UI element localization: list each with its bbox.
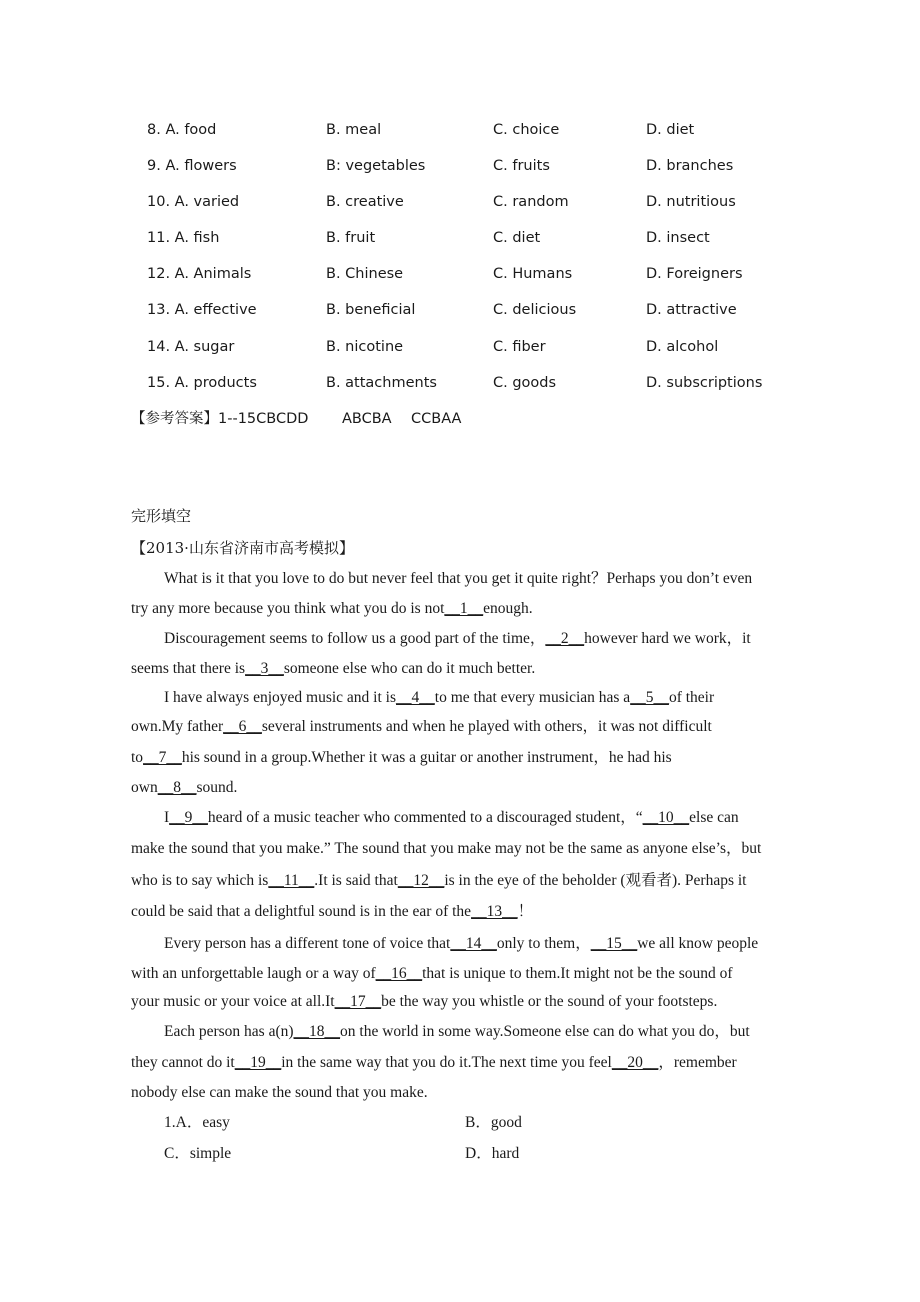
blank-4: __4__ xyxy=(396,689,435,706)
passage-line xyxy=(131,654,535,684)
option-row xyxy=(0,298,920,322)
passage-text: be the way you whistle or the sound of your footsteps. xyxy=(381,993,718,1010)
passage-text: on the world in some way.Someone else can do what you do，but xyxy=(340,1023,750,1040)
option-b: B. nicotine xyxy=(326,339,404,355)
option-d: D. diet xyxy=(646,122,695,138)
option-row xyxy=(0,262,920,286)
option-b: B. fruit xyxy=(326,230,376,246)
passage-text: I have always enjoyed music and it is xyxy=(164,689,397,706)
passage-text: to me that every musician has a xyxy=(434,689,631,706)
reference-answer xyxy=(131,407,531,431)
option-b: B. attachments xyxy=(326,375,437,391)
blank-10: __10__ xyxy=(642,809,690,826)
passage-text: try any more because you think what you do is not xyxy=(131,600,445,617)
blank-5: __5__ xyxy=(630,689,669,706)
passage-text: Every person has a different tone of voice that xyxy=(164,935,451,952)
option-row xyxy=(0,335,920,359)
passage-text: own.My father xyxy=(131,718,224,735)
question-1-row-2 xyxy=(0,1139,920,1169)
passage-line xyxy=(164,929,758,959)
passage-line xyxy=(164,803,739,833)
option-c: C. random xyxy=(493,194,569,210)
passage-text: What is it that you love to do but never feel that you get it quite right？Perhaps you don’t even xyxy=(164,570,753,587)
passage-text: your music or your voice at all.It xyxy=(131,993,335,1010)
option-d: D. nutritious xyxy=(646,194,736,210)
option-d: D. branches xyxy=(646,158,734,174)
question-1-row-1 xyxy=(0,1108,920,1138)
passage-text: could be said that a delightful sound is in the ear of the xyxy=(131,903,472,920)
passage-line xyxy=(131,712,712,742)
passage-text: that is unique to them.It might not be the sound of xyxy=(422,965,733,982)
answer-group-2: ABCBA xyxy=(342,411,392,427)
question-1-option-b: B．good xyxy=(465,1114,522,1131)
blank-19: __19__ xyxy=(234,1054,282,1071)
passage-line xyxy=(131,987,717,1017)
option-c: C. fruits xyxy=(493,158,550,174)
passage-line xyxy=(164,1017,750,1047)
option-a: 12. A. Animals xyxy=(147,266,252,282)
option-d: D. insect xyxy=(646,230,710,246)
question-1-option-d: D．hard xyxy=(465,1145,520,1162)
passage-line xyxy=(131,866,747,896)
blank-15: __15__ xyxy=(590,935,638,952)
blank-9: __9__ xyxy=(169,809,208,826)
blank-18: __18__ xyxy=(293,1023,341,1040)
blank-2: __2__ xyxy=(545,630,585,647)
passage-text: I xyxy=(164,809,170,826)
passage-text: own xyxy=(131,779,158,796)
blank-13: __13__ xyxy=(471,903,518,920)
option-b: B. Chinese xyxy=(326,266,404,282)
option-row xyxy=(0,118,920,142)
passage-text: we all know people xyxy=(637,935,759,952)
section-title: 完形填空 xyxy=(131,507,192,525)
option-a: 14. A. sugar xyxy=(147,339,235,355)
passage-line xyxy=(131,834,761,864)
option-row xyxy=(0,371,920,395)
passage-text: with an unforgettable laugh or a way of xyxy=(131,965,376,982)
question-1-option-a: 1.A．easy xyxy=(164,1114,230,1131)
blank-1: __1__ xyxy=(444,600,484,617)
option-a: 10. A. varied xyxy=(147,194,240,210)
blank-12: __12__ xyxy=(397,872,445,889)
passage-text: enough. xyxy=(483,600,533,617)
passage-text: else can xyxy=(689,809,739,826)
option-a: 11. A. fish xyxy=(147,230,220,246)
option-c: C. fiber xyxy=(493,339,546,355)
option-row xyxy=(0,154,920,178)
passage-text: Each person has a(n) xyxy=(164,1023,294,1040)
passage-line xyxy=(131,594,533,624)
passage-text: ！ xyxy=(517,903,534,920)
passage-line xyxy=(164,683,714,713)
blank-17: __17__ xyxy=(334,993,382,1010)
option-row xyxy=(0,190,920,214)
passage-text: to xyxy=(131,749,144,766)
passage-text: however hard we work，it xyxy=(584,630,751,647)
passage-text: is in the eye of the beholder (观看者). Perhaps it xyxy=(444,872,747,889)
passage-text: heard of a music teacher who commented to a discouraged student，“ xyxy=(207,809,643,826)
question-1-option-c: C．simple xyxy=(164,1145,232,1162)
passage-text: of their xyxy=(668,689,715,706)
option-a: 8. A. food xyxy=(147,122,217,138)
passage-line xyxy=(131,1048,737,1078)
blank-3: __3__ xyxy=(245,660,284,677)
passage-text: nobody else can make the sound that you make. xyxy=(131,1084,428,1101)
option-b: B. creative xyxy=(326,194,404,210)
blank-16: __16__ xyxy=(375,965,423,982)
blank-14: __14__ xyxy=(450,935,497,952)
blank-6: __6__ xyxy=(223,718,262,735)
passage-text: only to them， xyxy=(496,935,591,952)
passage-text: sound. xyxy=(196,779,238,796)
passage-line xyxy=(131,773,237,803)
option-c: C. Humans xyxy=(493,266,573,282)
passage-text: make the sound that you make.” The sound that you make may not be the same as anyone else’s，but xyxy=(131,840,762,857)
answer-group-3: CCBAA xyxy=(411,411,462,427)
option-d: D. Foreigners xyxy=(646,266,743,282)
passage-text: in the same way that you do it.The next time you feel xyxy=(281,1054,612,1071)
passage-line xyxy=(131,743,672,773)
passage-line xyxy=(164,564,752,594)
passage-text: .It is said that xyxy=(314,872,398,889)
option-d: D. subscriptions xyxy=(646,375,763,391)
passage-text: someone else who can do it much better. xyxy=(283,660,536,677)
passage-text: ，remember xyxy=(658,1054,737,1071)
source-title: 【2013·山东省济南市高考模拟】 xyxy=(131,539,354,557)
blank-11: __11__ xyxy=(268,872,315,889)
option-c: C. delicious xyxy=(493,302,577,318)
passage-text: who is to say which is xyxy=(131,872,269,889)
option-c: C. diet xyxy=(493,230,541,246)
option-c: C. choice xyxy=(493,122,560,138)
passage-line xyxy=(131,897,533,927)
passage-line xyxy=(131,959,733,989)
option-b: B. meal xyxy=(326,122,382,138)
blank-7: __7__ xyxy=(143,749,182,766)
cloze-passage xyxy=(131,564,796,1104)
option-b: B. beneficial xyxy=(326,302,416,318)
answer-label: 【参考答案】1--15CBCDD xyxy=(131,411,309,427)
option-d: D. alcohol xyxy=(646,339,719,355)
option-a: 13. A. effective xyxy=(147,302,257,318)
option-row xyxy=(0,226,920,250)
option-a: 9. A. flowers xyxy=(147,158,237,174)
option-b: B: vegetables xyxy=(326,158,426,174)
passage-line xyxy=(131,1078,428,1108)
passage-text: Discouragement seems to follow us a good part of the time， xyxy=(164,630,546,647)
passage-text: they cannot do it xyxy=(131,1054,235,1071)
passage-text: several instruments and when he played with others，it was not difficult xyxy=(261,718,712,735)
passage-line xyxy=(164,624,751,654)
blank-8: __8__ xyxy=(157,779,197,796)
blank-20: __20__ xyxy=(611,1054,659,1071)
passage-text: seems that there is xyxy=(131,660,246,677)
option-d: D. attractive xyxy=(646,302,737,318)
option-c: C. goods xyxy=(493,375,557,391)
option-a: 15. A. products xyxy=(147,375,257,391)
passage-text: his sound in a group.Whether it was a guitar or another instrument，he had his xyxy=(181,749,672,766)
